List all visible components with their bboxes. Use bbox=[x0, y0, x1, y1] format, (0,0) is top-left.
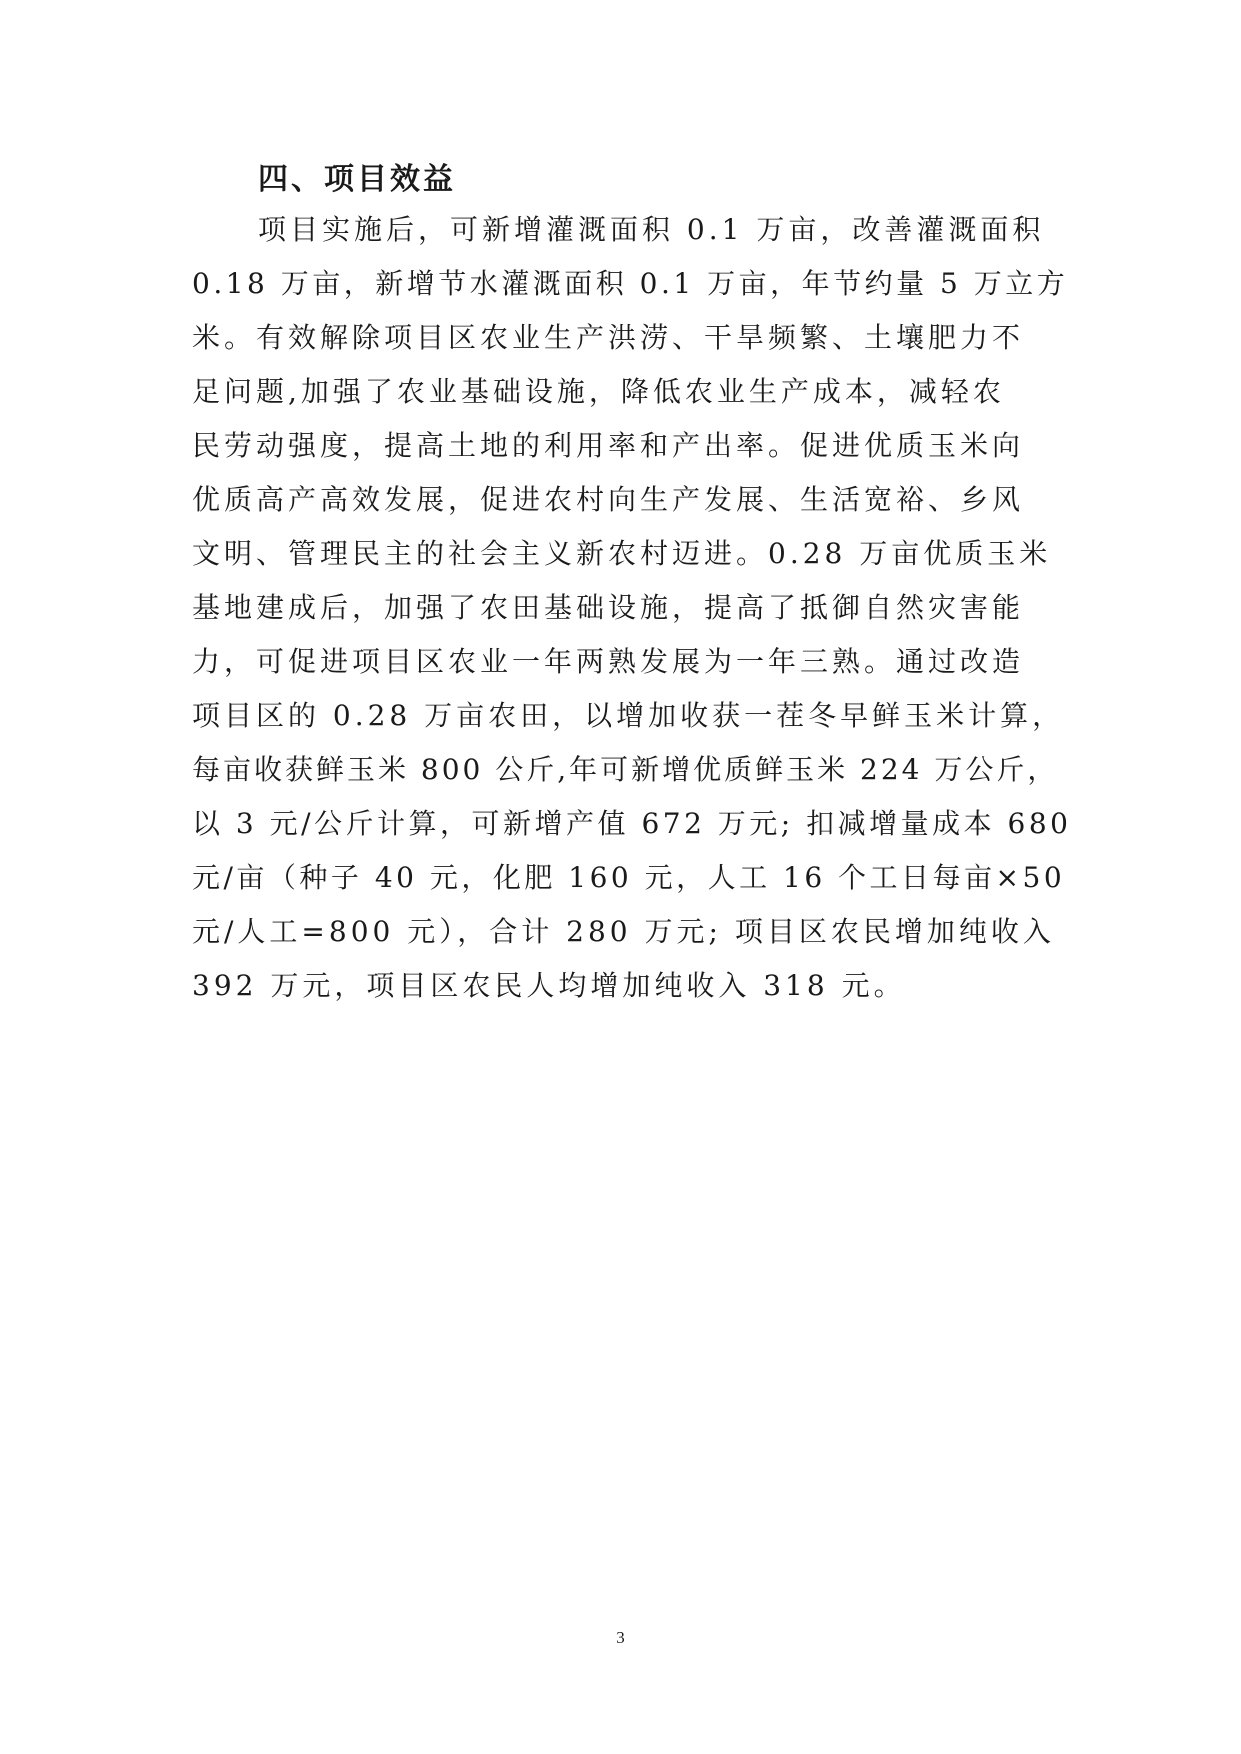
body-line-10: 项目区的 0.28 万亩农田，以增加收获一茬冬早鲜玉米计算， bbox=[192, 699, 1065, 732]
body-line-14: 元/人工=800 元），合计 280 万元; 项目区农民增加纯收入 bbox=[192, 915, 1055, 948]
body-line-4: 足问题,加强了农业基础设施，降低农业生产成本，减轻农 bbox=[192, 375, 1005, 408]
body-line-9: 力，可促进项目区农业一年两熟发展为一年三熟。通过改造 bbox=[192, 645, 1025, 678]
body-line-12: 以 3 元/公斤计算，可新增产值 672 万元; 扣减增量成本 680 bbox=[192, 807, 1072, 840]
body-line-6: 优质高产高效发展，促进农村向生产发展、生活宽裕、乡风 bbox=[192, 483, 1025, 516]
body-line-2: 0.18 万亩，新增节水灌溉面积 0.1 万亩，年节约量 5 万立方 bbox=[192, 267, 1069, 300]
body-line-3: 米。有效解除项目区农业生产洪涝、干旱频繁、土壤肥力不 bbox=[192, 321, 1025, 354]
body-line-7: 文明、管理民主的社会主义新农村迈进。0.28 万亩优质玉米 bbox=[192, 537, 1052, 570]
body-line-5: 民劳动强度，提高土地的利用率和产出率。促进优质玉米向 bbox=[192, 429, 1025, 462]
body-line-11: 每亩收获鲜玉米 800 公斤,年可新增优质鲜玉米 224 万公斤， bbox=[192, 753, 1059, 786]
body-line-1: 项目实施后，可新增灌溉面积 0.1 万亩，改善灌溉面积 bbox=[258, 213, 1045, 246]
body-line-13: 元/亩（种子 40 元，化肥 160 元，人工 16 个工日每亩×50 bbox=[192, 861, 1066, 894]
body-line-8: 基地建成后，加强了农田基础设施，提高了抵御自然灾害能 bbox=[192, 591, 1025, 624]
body-line-15: 392 万元，项目区农民人均增加纯收入 318 元。 bbox=[192, 969, 906, 1002]
page-number: 3 bbox=[616, 1628, 625, 1647]
section-heading: 四、项目效益 bbox=[258, 162, 456, 197]
